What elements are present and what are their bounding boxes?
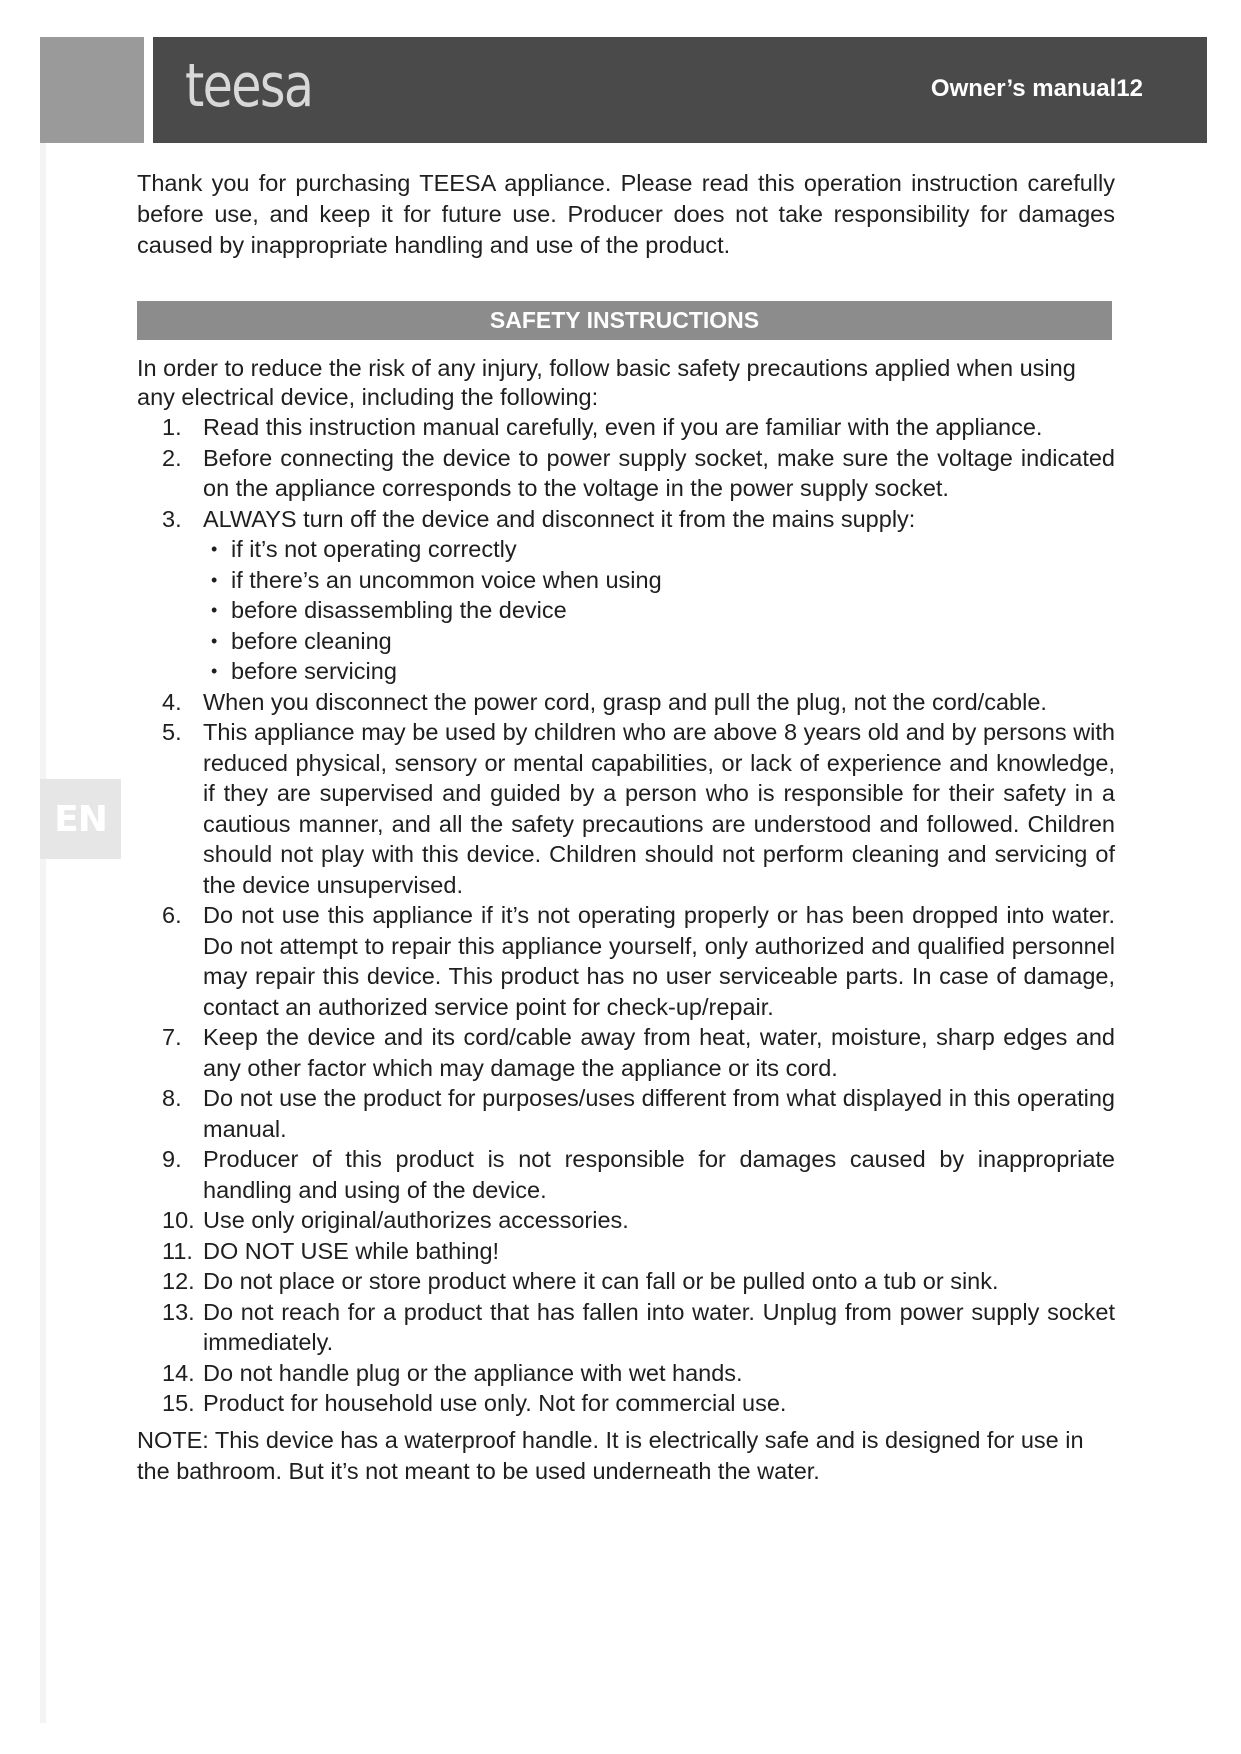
section-heading: SAFETY INSTRUCTIONS (137, 301, 1112, 340)
page-header (40, 37, 1207, 143)
header-left-block (40, 37, 144, 143)
list-item: 11. DO NOT USE while bathing! (162, 1237, 500, 1264)
safety-rules-list (137, 412, 1115, 1419)
list-item: 1. Read this instruction manual carefully, even if you are familiar with the appliance. (162, 414, 1043, 440)
list-item: 13. Do not reach for a product that has fallen into water. Unplug from power supply socket immediately. (162, 1298, 1115, 1355)
intro-paragraph: Thank you for purchasing TEESA appliance. Please read this operation instruction carefully before use, and keep it for future use. Producer does not take responsibility for damages caused by inappropriate handling and use of the product. (137, 170, 1115, 258)
list-item: • before disassembling the device (211, 595, 1115, 626)
list-item: 14. Do not handle plug or the appliance with wet hands. (162, 1359, 743, 1386)
list-item: • before cleaning (211, 626, 1115, 657)
disconnect-conditions-list (203, 534, 1115, 687)
list-item: 7. Keep the device and its cord/cable away from heat, water, moisture, sharp edges and any other factor which may damage the appliance or its cord. (162, 1024, 1115, 1081)
list-item: • if there’s an uncommon voice when using (211, 565, 1115, 596)
list-item: 6. Do not use this appliance if it’s not operating properly or has been dropped into water. Do not attempt to repair this appliance yourself, only authorized and qualified personnel may repair this device. This product has no user serviceable parts. In case of damage, contact an authorized service point for check-up/repair. (162, 902, 1115, 1020)
list-item: 12. Do not place or store product where it can fall or be pulled onto a tub or sink. (162, 1268, 999, 1294)
header-bar (153, 37, 1207, 143)
lead-paragraph: In order to reduce the risk of any injury, follow basic safety precautions applied when using any electrical device, including the following: (137, 355, 1076, 410)
list-item: 10. Use only original/authorizes accessories. (162, 1207, 629, 1233)
list-item: 15. Product for household use only. Not for commercial use. (162, 1390, 787, 1416)
brand-logo: teesa (185, 51, 313, 121)
note-paragraph: NOTE: This device has a waterproof handle. It is electrically safe and is designed for use in the bathroom. But it’s not meant to be used underneath the water. (137, 1426, 1084, 1484)
list-item: • if it’s not operating correctly (211, 534, 1115, 565)
language-tab: EN (40, 779, 121, 859)
list-item: 2. Before connecting the device to power supply socket, make sure the voltage indicated on the appliance corresponds to the voltage in the power supply socket. (162, 444, 1115, 501)
list-item: 9. Producer of this product is not responsible for damages caused by inappropriate handling and using of the device. (162, 1146, 1115, 1203)
list-item: 4. When you disconnect the power cord, grasp and pull the plug, not the cord/cable. (162, 688, 1047, 715)
page-edge (40, 143, 46, 1723)
page-content (137, 168, 1115, 1510)
list-item: 3. ALWAYS turn off the device and disconnect it from the mains supply: • if it’s not operating correctly • if there’s an uncommon voice when using • before disassembling the device • before cleaning • before servicing (137, 504, 1115, 687)
list-item: 5. This appliance may be used by children who are above 8 years old and by persons with reduced physical, sensory or mental capabilities, or lack of experience and knowledge, if they are supervised and guided by a person who is responsible for their safety in a cautious manner, and all the safety precautions are understood and followed. Children should not play with this device. Children should not perform cleaning and servicing of the device unsupervised. (162, 719, 1115, 898)
list-item: 8. Do not use the product for purposes/uses different from what displayed in this operating manual. (162, 1085, 1115, 1142)
list-item: • before servicing (211, 656, 1115, 687)
manual-title: Owner’s manual12 (930, 75, 1143, 102)
